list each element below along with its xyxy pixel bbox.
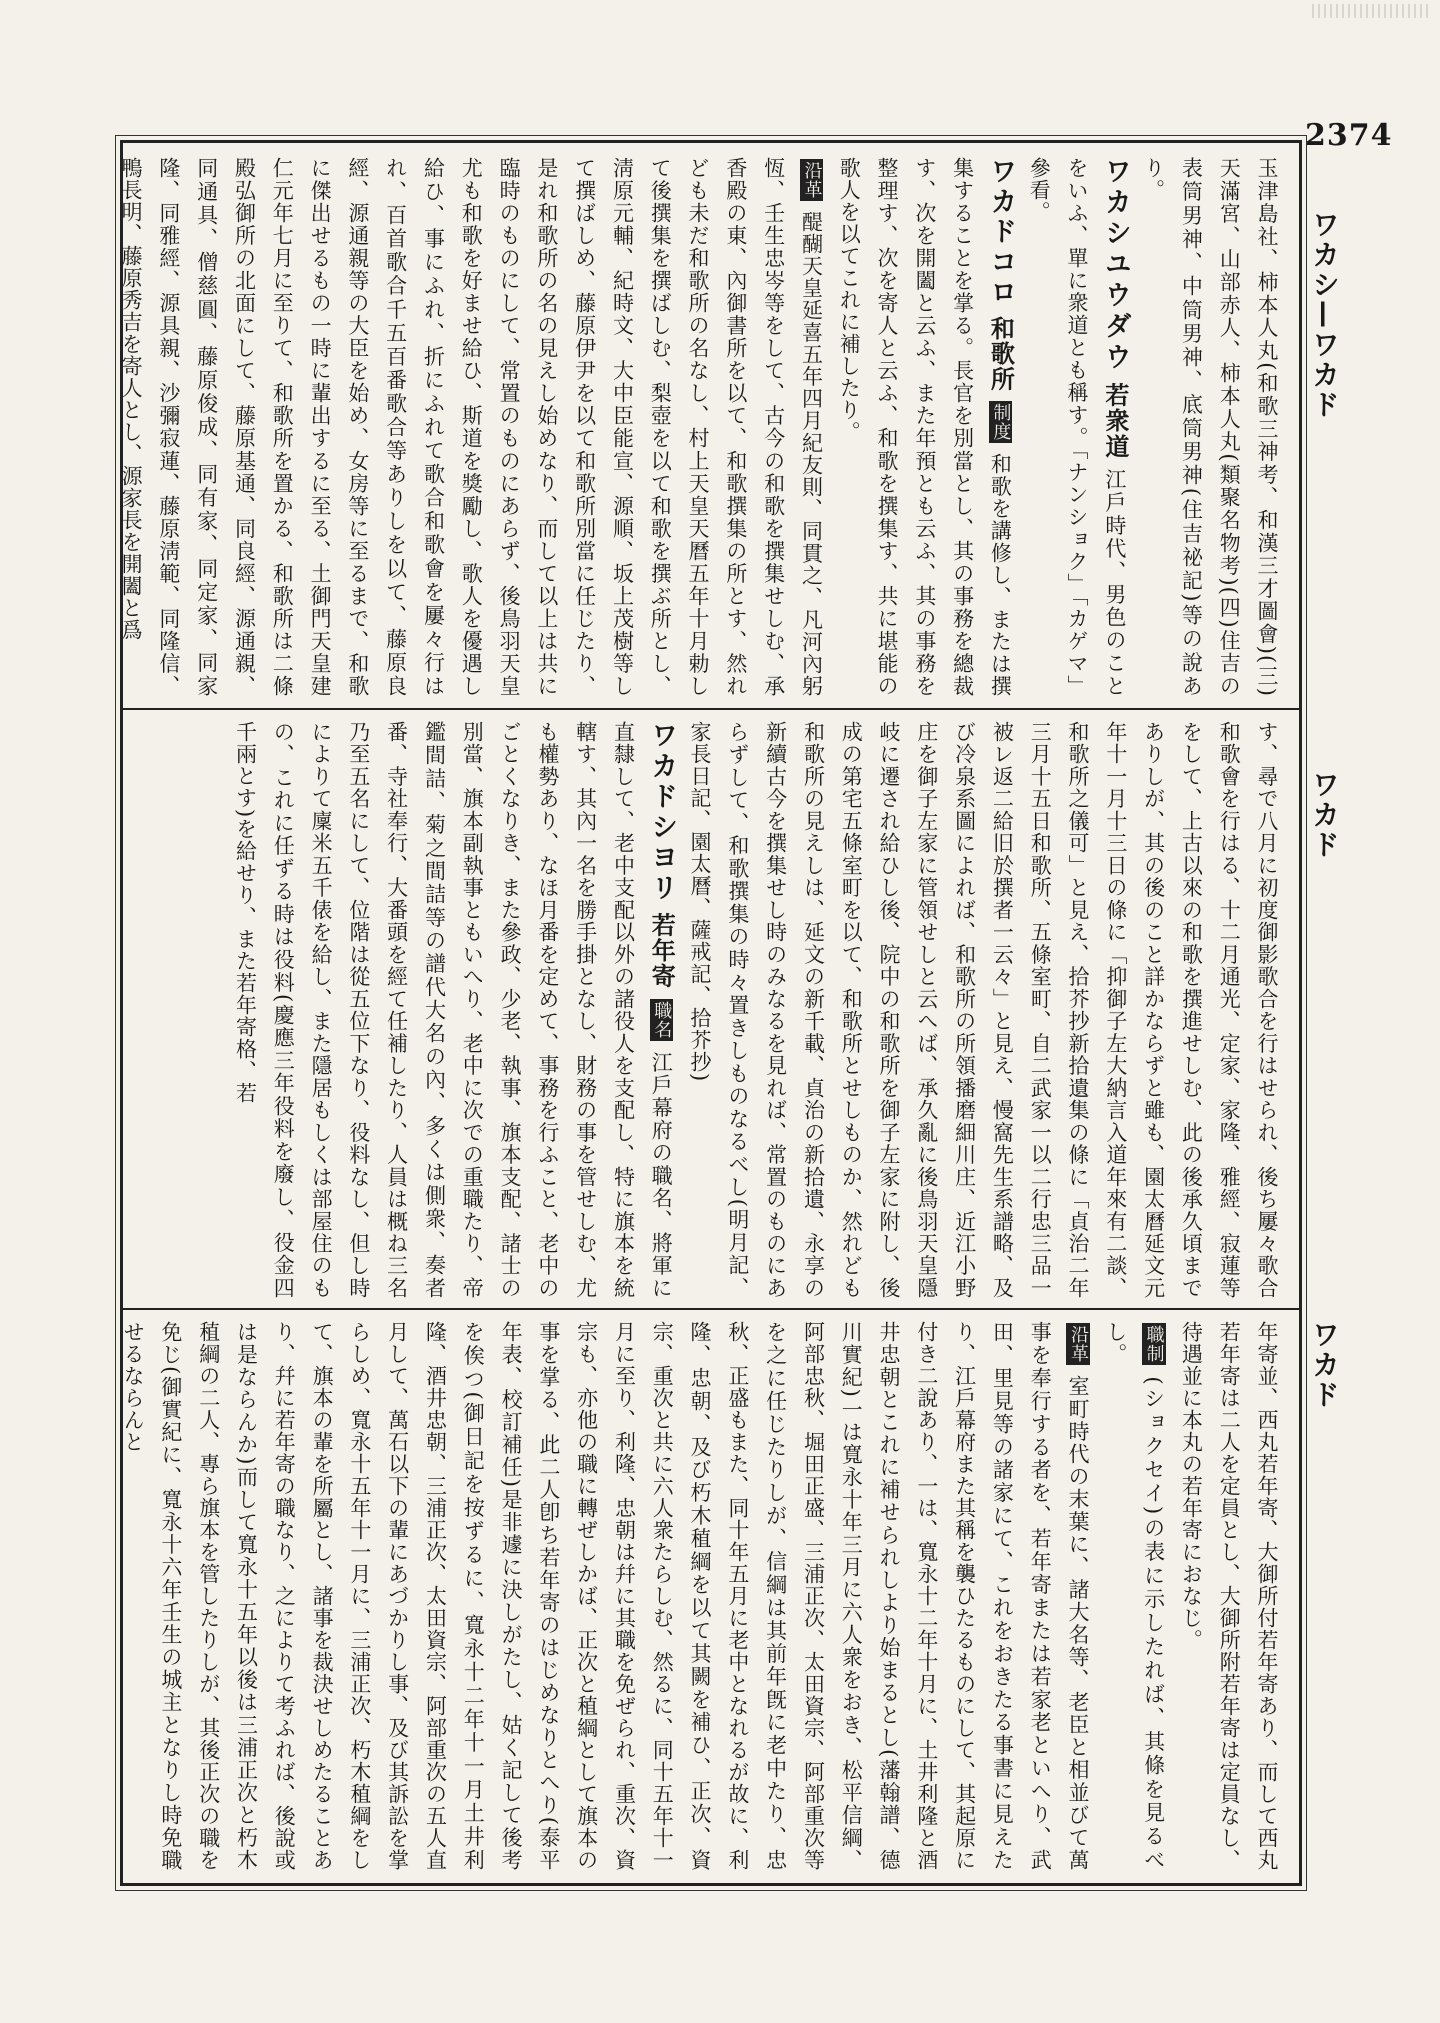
page-frame [120,140,1302,1886]
section-divider-1 [123,708,1299,710]
section-2-text [137,721,1285,1299]
category-tag: 沿革 [1068,1325,1090,1363]
section-2 [137,721,1285,1299]
paragraph [113,1321,1096,1871]
entry-wakadokoro [829,157,1019,697]
section-1-text [119,157,1285,698]
margin-heading-3: ワカド [1308,1320,1341,1410]
category-tag: 職名 [651,1001,673,1040]
body-text: 玉津島社、柿本人丸(和歌三神考、和漢三才圖會)(三)天滿宮、山部赤人、柿本人丸(類聚名物考)(四)住吉の表筒男神、中筒男神、底筒男神(住吉祕記)等の說あり。 [1141,157,1279,697]
body-text: 室町時代の末葉に、諸大名等、老臣と相並びて萬事を奉行する者を、若年寄または若家老といへり、武田、里見等の諸家にて、これをおきたる事書に見えたり、江戶幕府また其稱を襲ひたるものにして、其起原に付き二說あり、一は、寬永十二年十月に、土井利隆と酒井忠朝とこれに補せられしより始まるとし(藩翰譜、德川實紀)一は寬永十年三月に六人衆をおき、松平信綱、阿部忠秋、堀田正盛、三浦正次、太田資宗、阿部重次等を之に任じたりしが、信綱は其前年旣に老中たり、忠秋、正盛もまた、同十年五月に老中となれるが故に、利隆、忠朝、及び朽木稙綱を以て其闕を補ひ、正次、資宗、重次と共に六人衆たらしむ、然るに、同十五年十一月に至り、利隆、忠朝は幷に其職を免ぜられ、重次、資宗も、亦他の職に轉ぜしかば、正次と稙綱として旗本の事を掌る、此二人卽ち若年寄のはじめなりとへり(泰平年表、校訂補任)是非遽に決しがたし、姑く記して後考を俟つ(御日記を按ずるに、寬永十二年十一月土井利隆、酒井忠朝、三浦正次、太田資宗、阿部重次の五人直月して、萬石以下の輩にあづかりし事、及び其訴訟を掌らしめ、寬永十五年十一月に、三浦正次、朽木稙綱をして、旗本の輩を所屬とし、諸事を裁決せしめたることあり、幷に若年寄の職なり、之によりて考ふれば、後說或は是ならんか)而して寬永十五年以後は三浦正次と朽木稙綱の二人、專ら旗本を管したりしが、其後正次の職を免じ(御實紀に、寬永十六年壬生の城主となりし時免職せるならんと [121,1321,1091,1872]
margin-heading-1: ワカシ—ワカド [1308,210,1341,420]
section-3-text [121,1321,1285,1872]
category-tag: 職制 [1143,1325,1165,1363]
entry-wakashudo [1019,157,1133,697]
category-tag: 制度 [990,403,1012,442]
entry-kanji: 若衆道 [1100,382,1130,460]
entry-kanji: 若年寄 [647,912,677,990]
entry-wakadoshiyori [226,721,681,1299]
paragraph [1096,1321,1172,1871]
body-text: (ショクセイ)の表に示したれば、其條を見るべし。 [1103,1321,1166,1871]
section-divider-2 [123,1308,1299,1310]
page-number: 2374 [1305,118,1393,153]
body-text: 和歌を講修し、または撰集することを掌る。長官を別當とし、其の事務を總裁す、次を開闔と云ふ、また年預とも云ふ、其の事務を整理す、次を寄人と云ふ、和歌を撰集す、共に堪能の歌人を以てこれに補したり。 [837,157,1013,697]
section-1 [119,157,1285,698]
section-3 [121,1321,1285,1872]
entry-heading: ワカドシヨリ [646,721,678,905]
entry-heading: ワカドコロ [985,157,1017,308]
paragraph [1134,157,1285,697]
body-text: 江戶時代、男色のことをいふ、單に衆道とも稱す。「ナンショク」「カゲマ」參看。 [1027,157,1127,698]
entry-heading: ワカシユウダウ [1099,157,1131,374]
body-text: 江戶幕府の職名、將軍に直隸して、老中支配以外の諸役人を支配し、特に旗本を統轄す、其內一名を勝手掛となし、財務の事を管せしむ、尤も權勢あり、なほ月番を定めて、事務を行ふこと、老中のごとくなりき、また參政、少老、執事、旗本支配、諸士の別當、旗本副執事ともいへり、老中に次での重職たり、帝鑑間詰、菊之間詰等の譜代大名の內、多くは側衆、奏者番、寺社奉行、大番頭を經て任補したり、人員は概ね三名乃至五名にして、位階は從五位下なり、役料なし、但し時によりて廩米五千俵を給し、また隱居もしくは部屋住のもの、これに任ずる時は役料(慶應三年役料を廢し、役金四千兩とす)を給せり、また若年寄格、若 [233,721,674,1299]
margin-heading-2: ワカド [1308,770,1341,860]
body-text: 醍醐天皇延喜五年四月紀友則、同貫之、凡河內躬恆、壬生忠岑等をして、古今の和歌を撰集せしむ、承香殿の東、內御書所を以て、和歌撰集の所とす、然れども未だ和歌所の名なし、村上天皇天曆五年十月勅して後撰集を撰ばしむ、梨壺を以て和歌を撰ぶ所とし、淸原元輔、紀時文、大中臣能宣、源順、坂上茂樹等して撰ばしめ、藤原伊尹を以て和歌所別當に任じたり、是れ和歌所の名の見えし始めなり、而して以上は共に臨時のものにして、常置のものにあらず、後鳥羽天皇尤も和歌を好ませ給ひ、斯道を獎勵し、歌人を優遇し給ひ、事にふれ、折にふれて歌合和歌會を屢々行はれ、百首歌合千五百番歌合等ありしを以て、藤原良經、源通親等の大臣を始め、女房等に至るまで、和歌に傑出せるもの一時に輩出するに至る、土御門天皇建仁元年七月に至りて、和歌所を置かる、和歌所は二條殿弘御所の北面にして、藤原基通、同良經、源通親、同通具、僧慈圓、藤原俊成、同有家、同定家、同家隆、同雅經、源具親、沙彌寂蓮、藤原淸範、同隆信、鴨長明、藤原秀吉を寄人とし、源家長を開闔と爲 [119,157,824,697]
paragraph [1172,1321,1285,1871]
paragraph [111,157,829,697]
paragraph [680,721,1285,1299]
body-text: 年寄並、西丸若年寄、大御所付若年寄あり、而して西丸若年寄は二人を定員とし、大御所附若年寄は定員なし、待遇並に本丸の若年寄におなじ。 [1179,1321,1279,1871]
entry-kanji: 和歌所 [986,315,1016,392]
body-text: す、尋で八月に初度御影歌合を行はせられ、後ち屢々歌合和歌會を行はる、十二月通光、定家、家隆、雅經、寂蓮等をして、上古以來の和歌を撰進せしむ、此の後承久頃までありしが、其の後のこと詳かならずと雖も、園太曆延文元年十一月十三日の條に「抑御子左大納言入道年來有二談、和歌所之儀可」と見え、拾芥抄新拾遺集の條に「貞治二年三月十五日和歌所、五條室町、自二武家一以二行忠三品一被レ返二給旧於撰者一云々」と見え、慢窩先生系譜略、及び冷泉系圖によれば、和歌所の所領播磨細川庄、近江小野庄を御子左家に管領せしと云へば、承久亂に後鳥羽天皇隱岐に遷され給ひし後、院中の和歌所を御子左家に附し、後成の第宅五條室町を以て、和歌所とせしものか、然れども和歌所の見えしは、延文の新千載、貞治の新拾遺、永享の新續古今を撰集せし時のみなるを見れば、常置のものにあらずして、和歌撰集の時々置きしものなるべし(明月記、家長日記、園太曆、薩戒記、拾芥抄) [688,721,1279,1299]
scan-noise [1312,4,1432,18]
category-tag: 沿革 [801,161,823,199]
